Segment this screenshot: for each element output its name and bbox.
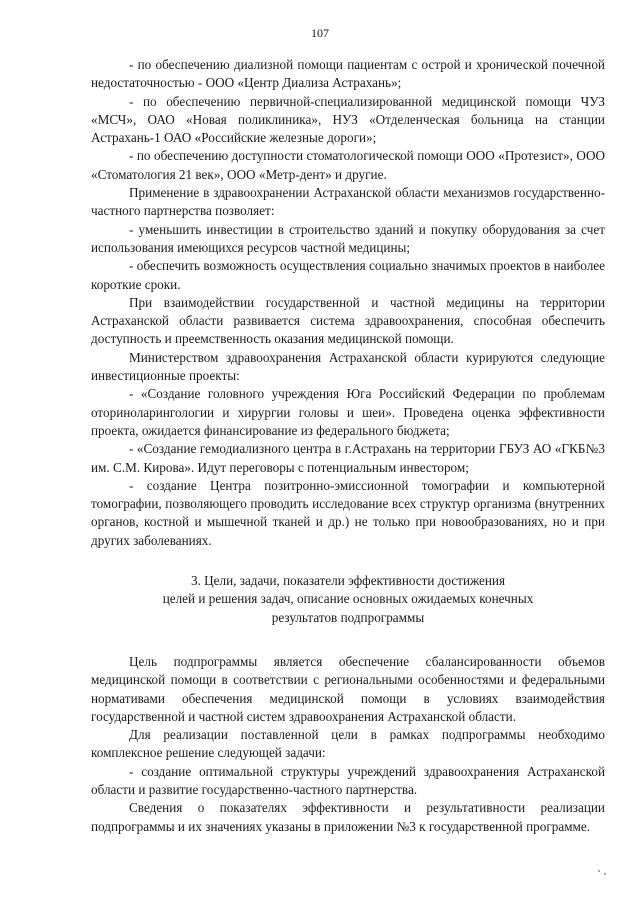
- paragraph: - «Создание гемодиализного центра в г.Астрахань на территории ГБУЗ АО «ГКБ№3 им. С.М. Кирова». Идут переговоры с потенциальным инвестором;: [91, 441, 605, 475]
- paragraph: Цель подпрограммы является обеспечение сбалансированности объемов медицинской помощи в соответствии с региональными особенностями и федеральными нормативами обеспечения медицинской помощи в условиях взаимодействия государственной и частной систем здравоохранения Астраханской области.: [91, 653, 605, 724]
- paragraph: - уменьшить инвестиции в строительство зданий и покупку оборудования за счет использования имеющихся ресурсов частной медицины;: [91, 221, 605, 255]
- section-heading-line: результатов подпрограммы: [271, 609, 425, 625]
- paragraph: - по обеспечению диализной помощи пациентам с острой и хронической почечной недостаточностью - ООО «Центр Диализа Астрахань»;: [91, 57, 605, 91]
- section-heading-line: целей и решения задач, описание основных ожидаемых конечных: [162, 591, 534, 607]
- paragraph: Сведения о показателях эффективности и результативности реализации подпрограммы и их значениях указаны в приложении №3 к государственной программе.: [91, 800, 605, 834]
- paragraph: Министерством здравоохранения Астраханской области курируются следующие инвестиционные проекты:: [91, 349, 605, 384]
- paragraph: - по обеспечению первичной-специализированной медицинской помощи ЧУЗ «МСЧ», ОАО «Новая поликлиника», НУЗ «Отделенческая больница на станции Астрахань-1 ОАО «Российские железные дороги»;: [91, 93, 605, 146]
- section-heading: [91, 572, 605, 627]
- scan-speck: [598, 870, 600, 872]
- paragraph: - создание оптимальной структуры учреждений здравоохранения Астраханской области и развитие государственно-частного партнерства.: [91, 763, 605, 797]
- paragraph: При взаимодействии государственной и частной медицины на территории Астраханской области развивается система здравоохранения, способная обеспечить доступность и преемственность оказания медицинской помощи.: [91, 294, 605, 347]
- scan-speck: [604, 873, 606, 875]
- paragraph: - обеспечить возможность осуществления социально значимых проектов в наиболее короткие сроки.: [91, 258, 605, 292]
- page-number: 107: [311, 26, 329, 40]
- paragraph: - по обеспечению доступности стоматологической помощи ООО «Протезист», ООО «Стоматология 21 век», ООО «Метр-дент» и другие.: [91, 148, 605, 182]
- paragraph: - создание Центра позитронно-эмиссионной томографии и компьютерной томографии, позволяющего проводить исследование всех структур организма (внутренних органов, костной и мышечной тканей и др.) не только при новообразованиях, но и при других заболеваниях.: [91, 477, 605, 548]
- paragraph: Применение в здравоохранении Астраханской области механизмов государственно-частного партнерства позволяет:: [91, 185, 605, 219]
- page-body: [91, 56, 605, 836]
- section-heading-line: 3. Цели, задачи, показатели эффективности достижения: [190, 573, 506, 589]
- paragraph: Для реализации поставленной цели в рамках подпрограммы необходимо комплексное решение следующей задачи:: [91, 727, 605, 761]
- paragraph: - «Создание головного учреждения Юга Российский Федерации по проблемам оториноларингологии и хирургии головы и шеи». Проведена оценка эффективности проекта, ожидается финансирование из федерального бюджета;: [91, 386, 605, 438]
